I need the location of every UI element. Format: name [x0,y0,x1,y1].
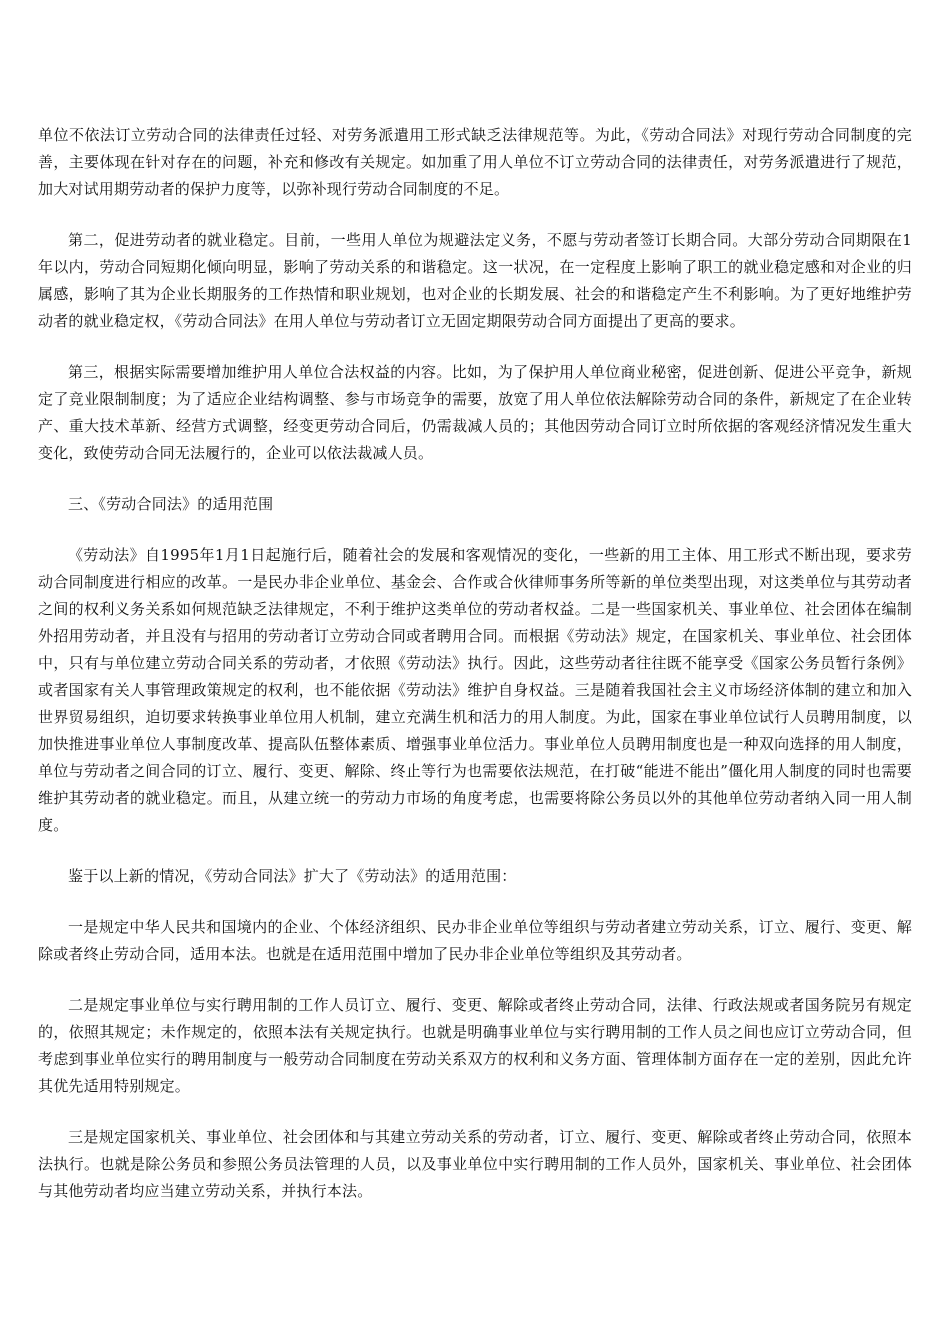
paragraph-2: 第二，促进劳动者的就业稳定。目前，一些用人单位为规避法定义务，不愿与劳动者签订长期合同。大部分劳动合同期限在1年以内，劳动合同短期化倾向明显，影响了劳动关系的和谐稳定。这一状况，在一定程度上影响了职工的就业稳定感和对企业的归属感，影响了其为企业长期服务的工作热情和职业规划，也对企业的长期发展、社会的和谐稳定产生不利影响。为了更好地维护劳动者的就业稳定权，《劳动合同法》在用人单位与劳动者订立无固定期限劳动合同方面提出了更高的要求。 [38,231,912,330]
paragraph-9: 三是规定国家机关、事业单位、社会团体和与其建立劳动关系的劳动者，订立、履行、变更、解除或者终止劳动合同，依照本法执行。也就是除公务员和参照公务员法管理的人员，以及事业单位中实行聘用制的工作人员外，国家机关、事业单位、社会团体与其他劳动者均应当建立劳动关系，并执行本法。 [38,1128,912,1200]
paragraph-5: 《劳动法》自1995年1月1日起施行后，随着社会的发展和客观情况的变化，一些新的用工主体、用工形式不断出现，要求劳动合同制度进行相应的改革。一是民办非企业单位、基金会、合作或合伙律师事务所等新的单位类型出现，对这类单位与其劳动者之间的权利义务关系如何规范缺乏法律规定，不利于维护这类单位的劳动者权益。二是一些国家机关、事业单位、社会团体在编制外招用劳动者，并且没有与招用的劳动者订立劳动合同或者聘用合同。而根据《劳动法》规定，在国家机关、事业单位、社会团体中，只有与单位建立劳动合同关系的劳动者，才依照《劳动法》执行。因此，这些劳动者往往既不能享受《国家公务员暂行条例》或者国家有关人事管理政策规定的权利，也不能依据《劳动法》维护自身权益。三是随着我国社会主义市场经济体制的建立和加入世界贸易组织，迫切要求转换事业单位用人机制，建立充满生机和活力的用人制度。为此，国家在事业单位试行人员聘用制度，以加快推进事业单位人事制度改革、提高队伍整体素质、增强事业单位活力。事业单位人员聘用制度也是一种双向选择的用人制度，单位与劳动者之间合同的订立、履行、变更、解除、终止等行为也需要依法规范，在打破“能进不能出”僵化用人制度的同时也需要维护其劳动者的就业稳定。而且，从建立统一的劳动力市场的角度考虑，也需要将除公务员以外的其他单位劳动者纳入同一用人制度。 [38,546,912,834]
paragraph-6: 鉴于以上新的情况，《劳动合同法》扩大了《劳动法》的适用范围： [68,867,517,885]
document-page [38,122,912,1229]
section-heading: 三、《劳动合同法》的适用范围 [68,495,274,513]
paragraph-3: 第三，根据实际需要增加维护用人单位合法权益的内容。比如，为了保护用人单位商业秘密，促进创新、促进公平竞争，新规定了竞业限制制度；为了适应企业结构调整、参与市场竞争的需要，放宽了用人单位依法解除劳动合同的条件，新规定了在企业转产、重大技术革新、经营方式调整，经变更劳动合同后，仍需裁减人员的；其他因劳动合同订立时所依据的客观经济情况发生重大变化，致使劳动合同无法履行的，企业可以依法裁减人员。 [38,363,912,462]
paragraph-7: 一是规定中华人民共和国境内的企业、个体经济组织、民办非企业单位等组织与劳动者建立劳动关系，订立、履行、变更、解除或者终止劳动合同，适用本法。也就是在适用范围中增加了民办非企业单位等组织及其劳动者。 [38,918,912,963]
paragraph-1: 单位不依法订立劳动合同的法律责任过轻、对劳务派遣用工形式缺乏法律规范等。为此，《劳动合同法》对现行劳动合同制度的完善，主要体现在针对存在的问题，补充和修改有关规定。如加重了用人单位不订立劳动合同的法律责任，对劳务派遣进行了规范，加大对试用期劳动者的保护力度等，以弥补现行劳动合同制度的不足。 [38,126,912,198]
paragraph-8: 二是规定事业单位与实行聘用制的工作人员订立、履行、变更、解除或者终止劳动合同，法律、行政法规或者国务院另有规定的，依照其规定；未作规定的，依照本法有关规定执行。也就是明确事业单位与实行聘用制的工作人员之间也应订立劳动合同，但考虑到事业单位实行的聘用制度与一般劳动合同制度在劳动关系双方的权利和义务方面、管理体制方面存在一定的差别，因此允许其优先适用特别规定。 [38,996,912,1095]
